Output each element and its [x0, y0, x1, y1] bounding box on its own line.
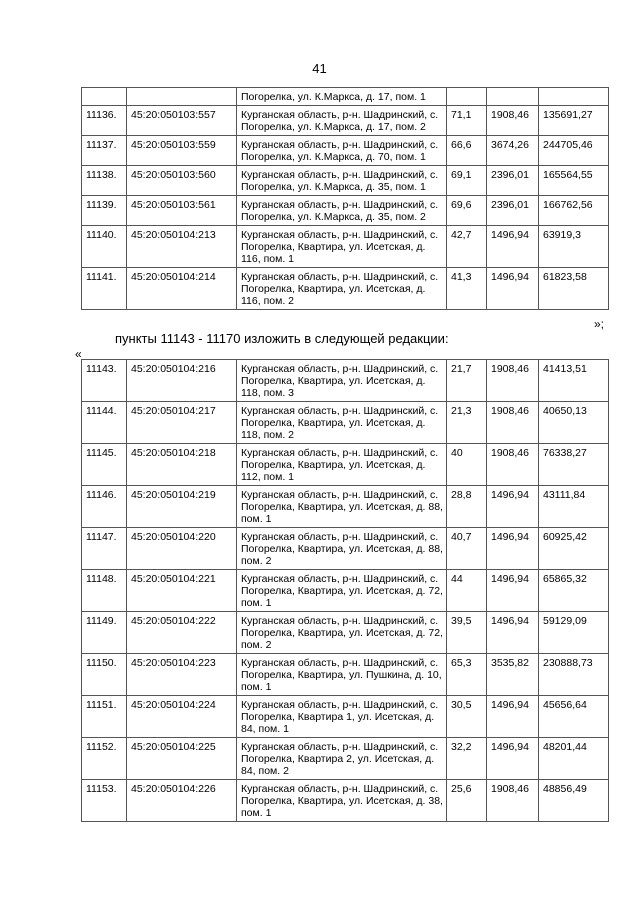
row-number-cell: 11151.: [82, 696, 127, 738]
cadastral-value-cell: 166762,56: [539, 196, 609, 226]
cadastral-value-cell: 76338,27: [539, 444, 609, 486]
table-row: [82, 360, 609, 402]
address-cell: Курганская область, р-н. Шадринский, с. Погорелка, Квартира, ул. Исетская, д. 72, пом. 1: [237, 570, 447, 612]
row-number-cell: 11141.: [82, 268, 127, 310]
rate-cell: 1496,94: [487, 528, 539, 570]
cadastral-number-cell: 45:20:050104:222: [127, 612, 237, 654]
cadastral-value-cell: 45656,64: [539, 696, 609, 738]
property-table-top: [81, 87, 609, 310]
address-cell: Курганская область, р-н. Шадринский, с. Погорелка, Квартира, ул. Исетская, д. 118, пом. 3: [237, 360, 447, 402]
cadastral-number-cell: 45:20:050104:217: [127, 402, 237, 444]
row-number-cell: 11137.: [82, 136, 127, 166]
cadastral-number-cell: 45:20:050103:557: [127, 106, 237, 136]
area-cell: 66,6: [447, 136, 487, 166]
amendment-instruction: пункты 11143 - 11170 изложить в следующей редакции:: [115, 331, 449, 346]
table-row: [82, 88, 609, 106]
cadastral-value-cell: 63919,3: [539, 226, 609, 268]
address-cell: Курганская область, р-н. Шадринский, с. Погорелка, Квартира 1, ул. Исетская, д. 84, пом. 1: [237, 696, 447, 738]
address-cell: Погорелка, ул. К.Маркса, д. 17, пом. 1: [237, 88, 447, 106]
row-number-cell: 11152.: [82, 738, 127, 780]
cadastral-value-cell: 65865,32: [539, 570, 609, 612]
row-number-cell: [82, 88, 127, 106]
row-number-cell: 11145.: [82, 444, 127, 486]
area-cell: 42,7: [447, 226, 487, 268]
cadastral-value-cell: 244705,46: [539, 136, 609, 166]
cadastral-number-cell: [127, 88, 237, 106]
cadastral-number-cell: 45:20:050103:559: [127, 136, 237, 166]
cadastral-number-cell: 45:20:050104:214: [127, 268, 237, 310]
address-cell: Курганская область, р-н. Шадринский, с. Погорелка, Квартира, ул. Пушкина, д. 10, пом. 1: [237, 654, 447, 696]
cadastral-number-cell: 45:20:050103:561: [127, 196, 237, 226]
area-cell: [447, 88, 487, 106]
rate-cell: 2396,01: [487, 166, 539, 196]
row-number-cell: 11153.: [82, 780, 127, 822]
rate-cell: 1496,94: [487, 226, 539, 268]
cadastral-value-cell: 165564,55: [539, 166, 609, 196]
page-number: 41: [312, 61, 327, 76]
cadastral-value-cell: 43111,84: [539, 486, 609, 528]
area-cell: 65,3: [447, 654, 487, 696]
address-cell: Курганская область, р-н. Шадринский, с. Погорелка, ул. К.Маркса, д. 70, пом. 1: [237, 136, 447, 166]
table-row: [82, 570, 609, 612]
table-row: [82, 268, 609, 310]
row-number-cell: 11138.: [82, 166, 127, 196]
address-cell: Курганская область, р-н. Шадринский, с. Погорелка, Квартира, ул. Исетская, д. 38, пом. 1: [237, 780, 447, 822]
rate-cell: 1496,94: [487, 738, 539, 780]
area-cell: 71,1: [447, 106, 487, 136]
rate-cell: 1496,94: [487, 612, 539, 654]
cadastral-number-cell: 45:20:050104:224: [127, 696, 237, 738]
table-row: [82, 612, 609, 654]
area-cell: 40,7: [447, 528, 487, 570]
cadastral-number-cell: 45:20:050104:221: [127, 570, 237, 612]
row-number-cell: 11144.: [82, 402, 127, 444]
cadastral-number-cell: 45:20:050104:216: [127, 360, 237, 402]
area-cell: 41,3: [447, 268, 487, 310]
area-cell: 30,5: [447, 696, 487, 738]
area-cell: 69,1: [447, 166, 487, 196]
address-cell: Курганская область, р-н. Шадринский, с. Погорелка, Квартира, ул. Исетская, д. 116, пом. 1: [237, 226, 447, 268]
rate-cell: 3535,82: [487, 654, 539, 696]
cadastral-value-cell: 41413,51: [539, 360, 609, 402]
area-cell: 44: [447, 570, 487, 612]
address-cell: Курганская область, р-н. Шадринский, с. Погорелка, Квартира 2, ул. Исетская, д. 84, пом. 2: [237, 738, 447, 780]
property-table-bottom: [81, 359, 609, 822]
area-cell: 21,7: [447, 360, 487, 402]
rate-cell: 1496,94: [487, 570, 539, 612]
table-row: [82, 654, 609, 696]
cadastral-number-cell: 45:20:050104:220: [127, 528, 237, 570]
row-number-cell: 11150.: [82, 654, 127, 696]
table-row: [82, 402, 609, 444]
cadastral-number-cell: 45:20:050104:223: [127, 654, 237, 696]
cadastral-number-cell: 45:20:050104:225: [127, 738, 237, 780]
address-cell: Курганская область, р-н. Шадринский, с. Погорелка, ул. К.Маркса, д. 35, пом. 1: [237, 166, 447, 196]
address-cell: Курганская область, р-н. Шадринский, с. Погорелка, Квартира, ул. Исетская, д. 116, пом. 2: [237, 268, 447, 310]
rate-cell: 1908,46: [487, 106, 539, 136]
cadastral-number-cell: 45:20:050104:226: [127, 780, 237, 822]
row-number-cell: 11148.: [82, 570, 127, 612]
cadastral-number-cell: 45:20:050104:218: [127, 444, 237, 486]
rate-cell: 1908,46: [487, 780, 539, 822]
area-cell: 39,5: [447, 612, 487, 654]
cadastral-number-cell: 45:20:050104:219: [127, 486, 237, 528]
table-row: [82, 106, 609, 136]
row-number-cell: 11149.: [82, 612, 127, 654]
address-cell: Курганская область, р-н. Шадринский, с. Погорелка, Квартира, ул. Исетская, д. 118, пом. 2: [237, 402, 447, 444]
rate-cell: 1908,46: [487, 360, 539, 402]
cadastral-value-cell: 230888,73: [539, 654, 609, 696]
address-cell: Курганская область, р-н. Шадринский, с. Погорелка, Квартира, ул. Исетская, д. 88, пом. 2: [237, 528, 447, 570]
table-row: [82, 226, 609, 268]
table-row: [82, 166, 609, 196]
table-row: [82, 444, 609, 486]
table-row: [82, 486, 609, 528]
cadastral-value-cell: 59129,09: [539, 612, 609, 654]
closing-quote: »;: [594, 317, 605, 331]
rate-cell: 1496,94: [487, 486, 539, 528]
table-row: [82, 696, 609, 738]
address-cell: Курганская область, р-н. Шадринский, с. Погорелка, ул. К.Маркса, д. 35, пом. 2: [237, 196, 447, 226]
rate-cell: 2396,01: [487, 196, 539, 226]
table-row: [82, 780, 609, 822]
row-number-cell: 11136.: [82, 106, 127, 136]
row-number-cell: 11147.: [82, 528, 127, 570]
opening-quote: «: [75, 347, 82, 361]
area-cell: 40: [447, 444, 487, 486]
rate-cell: 1496,94: [487, 696, 539, 738]
area-cell: 25,6: [447, 780, 487, 822]
address-cell: Курганская область, р-н. Шадринский, с. Погорелка, Квартира, ул. Исетская, д. 88, пом. 1: [237, 486, 447, 528]
address-cell: Курганская область, р-н. Шадринский, с. Погорелка, Квартира, ул. Исетская, д. 112, пом. 1: [237, 444, 447, 486]
table-row: [82, 136, 609, 166]
cadastral-number-cell: 45:20:050103:560: [127, 166, 237, 196]
cadastral-value-cell: 60925,42: [539, 528, 609, 570]
cadastral-number-cell: 45:20:050104:213: [127, 226, 237, 268]
cadastral-value-cell: 61823,58: [539, 268, 609, 310]
row-number-cell: 11143.: [82, 360, 127, 402]
cadastral-value-cell: 48856,49: [539, 780, 609, 822]
table-row: [82, 196, 609, 226]
rate-cell: 1908,46: [487, 444, 539, 486]
table-row: [82, 738, 609, 780]
rate-cell: [487, 88, 539, 106]
area-cell: 32,2: [447, 738, 487, 780]
area-cell: 21,3: [447, 402, 487, 444]
cadastral-value-cell: 40650,13: [539, 402, 609, 444]
table-row: [82, 528, 609, 570]
row-number-cell: 11140.: [82, 226, 127, 268]
row-number-cell: 11139.: [82, 196, 127, 226]
cadastral-value-cell: 135691,27: [539, 106, 609, 136]
cadastral-value-cell: [539, 88, 609, 106]
row-number-cell: 11146.: [82, 486, 127, 528]
area-cell: 69,6: [447, 196, 487, 226]
area-cell: 28,8: [447, 486, 487, 528]
rate-cell: 1908,46: [487, 402, 539, 444]
rate-cell: 1496,94: [487, 268, 539, 310]
rate-cell: 3674,26: [487, 136, 539, 166]
address-cell: Курганская область, р-н. Шадринский, с. Погорелка, ул. К.Маркса, д. 17, пом. 2: [237, 106, 447, 136]
cadastral-value-cell: 48201,44: [539, 738, 609, 780]
address-cell: Курганская область, р-н. Шадринский, с. Погорелка, Квартира, ул. Исетская, д. 72, пом. 2: [237, 612, 447, 654]
